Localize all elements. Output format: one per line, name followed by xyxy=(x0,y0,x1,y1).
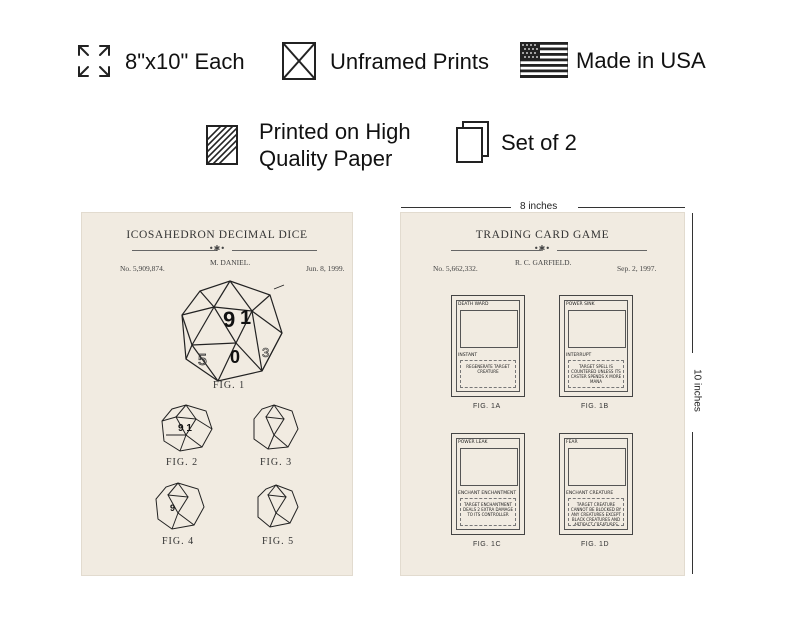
svg-text:9: 9 xyxy=(170,503,176,513)
die-face-9: 9 xyxy=(223,307,236,332)
fig-3-label: FIG. 3 xyxy=(260,457,293,468)
width-dimension-line-right xyxy=(578,207,685,208)
die-face-1: 1 xyxy=(240,307,252,329)
fig-2-label: FIG. 2 xyxy=(166,457,199,468)
expand-arrows-icon xyxy=(75,42,113,80)
card-art-box xyxy=(568,448,626,486)
print-dice xyxy=(82,213,352,575)
feature-size xyxy=(75,42,245,80)
paper-label-line1: Printed on High xyxy=(259,119,411,144)
title-rule-right xyxy=(557,250,647,251)
card-text: TARGET ENCHANTMENT DEALS 2 EXTRA DAMAGE TO ITS CONTROLLER xyxy=(460,498,516,526)
patent-number: No. 5,662,332. xyxy=(433,264,478,273)
fig-4-label: FIG. 4 xyxy=(162,536,195,547)
card-type: ENCHANT CREATURE xyxy=(566,491,614,496)
stacked-sheets-icon xyxy=(455,120,491,164)
card-name: DEATH WARD xyxy=(458,302,489,307)
fig-1c-label: FIG. 1C xyxy=(473,541,502,548)
card-fig-1d xyxy=(559,433,633,535)
card-fig-1b xyxy=(559,295,633,397)
fig-1-label: FIG. 1 xyxy=(213,380,246,391)
feature-usa xyxy=(520,42,706,78)
usa-label: Made in USA xyxy=(576,47,706,73)
card-type: INSTANT xyxy=(458,353,478,358)
feature-unframed xyxy=(280,40,489,82)
no-frame-icon xyxy=(280,40,318,82)
fig-1b-label: FIG. 1B xyxy=(581,403,609,410)
title-ornament: •✱• xyxy=(533,244,551,253)
fig-1a-label: FIG. 1A xyxy=(473,403,501,410)
hatched-paper-icon xyxy=(205,124,239,166)
height-dimension-label: 10 inches xyxy=(691,369,703,412)
card-text: REGENERATE TARGET CREATURE xyxy=(460,360,516,388)
card-text: TARGET SPELL IS COUNTERED UNLESS ITS CASTER SPENDS X MORE MANA xyxy=(568,360,624,388)
card-type: INTERRUPT xyxy=(566,353,592,358)
svg-text:9 1: 9 1 xyxy=(178,423,192,434)
print-cards xyxy=(401,213,684,575)
d20-drawing-fig4 xyxy=(152,481,208,531)
size-label: 8"x10" Each xyxy=(125,48,245,74)
d20-drawing-fig2 xyxy=(158,403,218,453)
height-dimension-line-bottom xyxy=(692,432,693,574)
d20-drawing-fig3 xyxy=(250,403,300,453)
paper-label-line2: Quality Paper xyxy=(259,146,393,171)
title-ornament: •✱• xyxy=(208,244,226,253)
inventor: R. C. GARFIELD. xyxy=(515,258,572,267)
d20-drawing-fig5 xyxy=(254,483,300,529)
die-face-0: 0 xyxy=(230,347,241,367)
width-dimension-label: 8 inches xyxy=(520,201,558,212)
card-fig-1c xyxy=(451,433,525,535)
set-label: Set of 2 xyxy=(501,129,577,155)
die-face-3: 3 xyxy=(262,345,270,360)
card-text: TARGET CREATURE CANNOT BE BLOCKED BY ANY CREATURES EXCEPT BLACK CREATURES AND ARTIFACT CREATURES xyxy=(568,498,624,526)
feature-paper xyxy=(205,118,411,172)
card-name: FEAR xyxy=(566,440,578,445)
unframed-label: Unframed Prints xyxy=(330,48,489,74)
title-rule-right xyxy=(232,250,317,251)
card-fig-1a xyxy=(451,295,525,397)
die-face-5: 5 xyxy=(198,352,207,369)
feature-set xyxy=(455,120,577,164)
card-name: POWER SINK xyxy=(566,302,595,307)
us-flag-icon xyxy=(520,42,568,78)
print-title: TRADING CARD GAME xyxy=(475,229,610,241)
fig-1d-label: FIG. 1D xyxy=(581,541,610,548)
card-art-box xyxy=(460,448,518,486)
height-dimension-line-top xyxy=(692,213,693,353)
d20-drawing-large xyxy=(178,279,288,383)
fig-5-label: FIG. 5 xyxy=(262,536,295,547)
patent-number: No. 5,909,874. xyxy=(120,264,165,273)
card-art-box xyxy=(568,310,626,348)
card-art-box xyxy=(460,310,518,348)
paper-label xyxy=(259,118,411,172)
card-name: POWER LEAK xyxy=(458,440,488,445)
card-type: ENCHANT ENCHANTMENT xyxy=(458,491,517,496)
print-title: ICOSAHEDRON DECIMAL DICE xyxy=(126,229,308,241)
patent-date: Sep. 2, 1997. xyxy=(617,264,657,273)
patent-date: Jun. 8, 1999. xyxy=(306,264,345,273)
width-dimension-line-left xyxy=(401,207,511,208)
inventor: M. DANIEL. xyxy=(210,258,251,267)
